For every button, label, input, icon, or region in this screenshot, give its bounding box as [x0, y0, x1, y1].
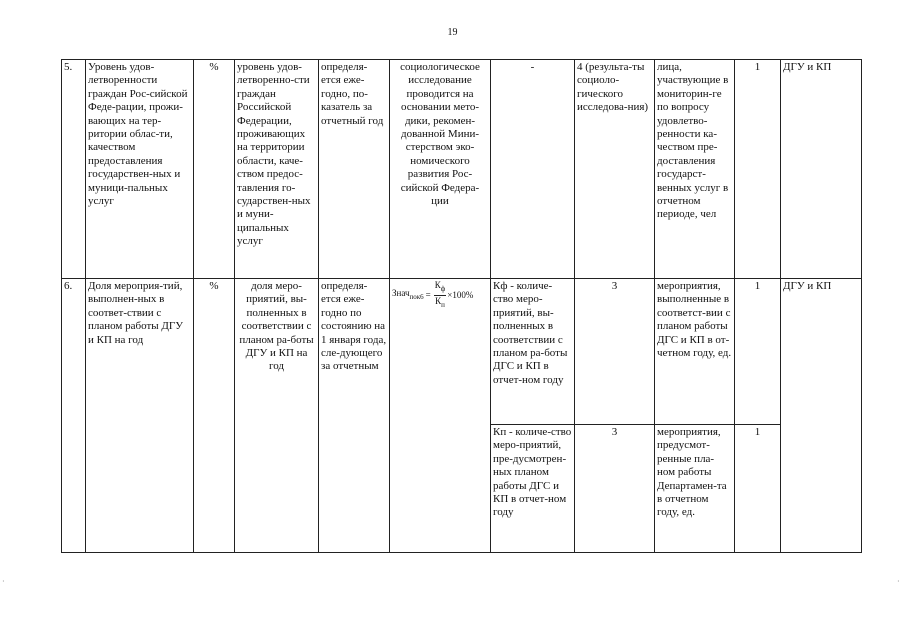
indicator-name: Уровень удов-летворенности граждан Рос-сийской Феде-рации, прожи-вающих на тер-ритории облас-ти, качеством предоставления государствен-ных и муници-пальных услуг [86, 60, 194, 279]
definition-cell: доля меро-приятий, вы-полненных в соответствии с планом ра-боты ДГУ и КП на год [235, 279, 319, 553]
formula-multiplier: ×100% [447, 289, 474, 300]
method-cell: социологическое исследование проводится на основании мето-дики, рекомен-дованной Мини-стерством эко-номического развития Рос-сийской Федера-ции [390, 60, 491, 279]
formula-fraction: $\frac{К_ф}{К_п}$ [434, 280, 446, 309]
object-cell: лица, участвующие в мониторин-ге по вопросу удовлетво-ренности ка-чеством пре-доставления государст-венных услуг в отчетном периоде, чел [655, 60, 735, 279]
responsible-cell: ДГУ и КП [781, 279, 862, 553]
table-row [62, 60, 862, 279]
indicator-name: Доля мероприя-тий, выполнен-ных в соответ-ствии с планом работы ДГУ и КП на год [86, 279, 194, 553]
coverage-cell: 1 [735, 279, 781, 425]
base-indicator-cell: Кп - количе-ство меро-приятий, пре-дусмотрен-ных планом работы ДГС и КП в отчет-ном году [491, 425, 575, 553]
coverage-cell: 1 [735, 60, 781, 279]
base-indicator-cell: Кф - количе-ство меро-приятий, вы-полненных в соответствии с планом ра-боты ДГС и КП в отчет-ном году [491, 279, 575, 425]
table-row [62, 279, 862, 425]
coverage-cell: 1 [735, 425, 781, 553]
row-number: 5. [62, 60, 86, 279]
collection-method-cell: 3 [575, 279, 655, 425]
formula-equals: = [425, 289, 431, 300]
periodicity-cell: определя-ется еже-годно по состоянию на 1 января года, сле-дующего за отчетным [319, 279, 390, 553]
unit-cell: % [194, 60, 235, 279]
definition-cell: уровень удов-летворенно-сти граждан Российской Федерации, проживающих на территории области, каче-ством предос-тавления го-сударствен-ных и муни-ципальных услуг [235, 60, 319, 279]
scan-edge-mark-left: · [2, 577, 5, 586]
collection-method-cell: 3 [575, 425, 655, 553]
scan-edge-mark-right: · [897, 577, 900, 586]
page-number: 19 [447, 27, 458, 38]
formula-lhs: Знач$_{пок6}$ [392, 287, 424, 301]
formula-cell [390, 279, 491, 553]
responsible-cell: ДГУ и КП [781, 60, 862, 279]
base-indicator-cell: - [491, 60, 575, 279]
unit-cell: % [194, 279, 235, 553]
row-number: 6. [62, 279, 86, 553]
object-cell: мероприятия, выполненные в соответст-вии с планом работы ДГС и КП в от-четном году, ед. [655, 279, 735, 425]
collection-method-cell: 4 (результа-ты социоло-гического исследова-ния) [575, 60, 655, 279]
indicators-table [61, 59, 862, 553]
formula [392, 280, 488, 311]
periodicity-cell: определя-ется еже-годно, по-казатель за отчетный год [319, 60, 390, 279]
object-cell: мероприятия, предусмот-ренные пла-ном работы Департамен-та в отчетном году, ед. [655, 425, 735, 553]
